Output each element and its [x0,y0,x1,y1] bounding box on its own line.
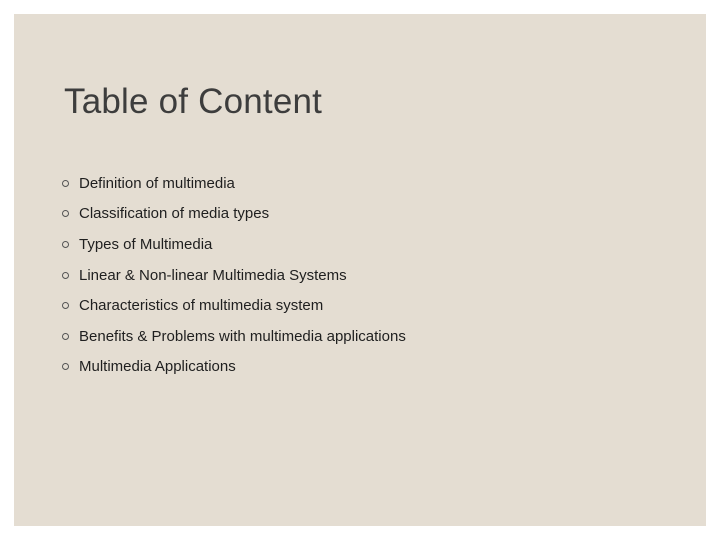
hollow-circle-bullet-icon [62,241,69,248]
hollow-circle-bullet-icon [62,333,69,340]
list-item [62,260,406,291]
list-item-text: Benefits & Problems with multimedia applications [79,327,406,345]
list-item [62,199,406,230]
hollow-circle-bullet-icon [62,210,69,217]
slide [14,14,706,526]
list-item-text: Types of Multimedia [79,235,213,253]
list-item [62,290,406,321]
list-item [62,352,406,383]
list-item-text: Definition of multimedia [79,174,235,192]
list-item-text: Linear & Non-linear Multimedia Systems [79,266,347,284]
list-item-text: Multimedia Applications [79,358,236,376]
list-item [62,321,406,352]
list-item-text: Characteristics of multimedia system [79,297,324,315]
hollow-circle-bullet-icon [62,272,69,279]
list-item-text: Classification of media types [79,205,270,223]
hollow-circle-bullet-icon [62,302,69,309]
list-item [62,168,406,199]
list-item [62,229,406,260]
hollow-circle-bullet-icon [62,363,69,370]
bullet-list [62,168,406,382]
hollow-circle-bullet-icon [62,180,69,187]
slide-title: Table of Content [64,82,323,121]
